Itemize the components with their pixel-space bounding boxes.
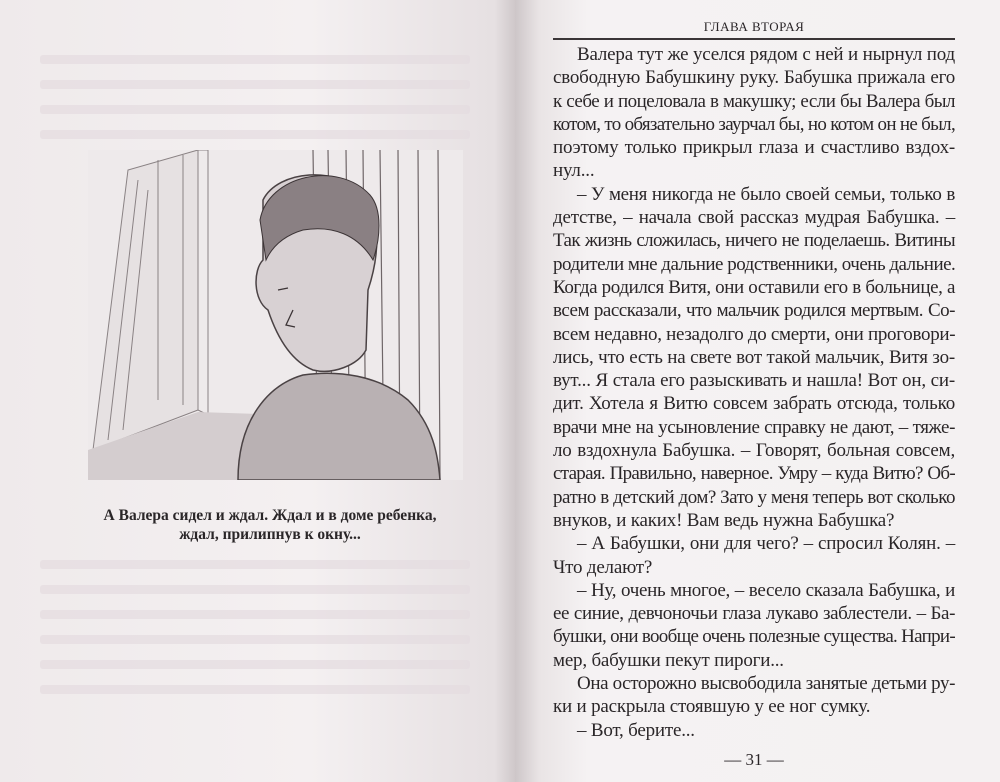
- text-line: всем рассказали, что мальчик родился мертвым. Со-: [553, 300, 955, 322]
- text-line: ло вздохнула Бабушка. – Говорят, больная совсем,: [553, 440, 955, 462]
- text-line: ратно в детский дом? Зато у меня теперь вот сколько: [553, 486, 955, 508]
- text-line: лись, что есть на свете вот такой мальчик, Витя зо-: [553, 346, 955, 368]
- text-line: – Вот, берите...: [577, 719, 695, 741]
- text-line: нул...: [553, 160, 595, 182]
- text-line: врачи мне на усыновление справку не дают, – тяже-: [553, 416, 955, 438]
- illustration-boy-at-window: [88, 150, 463, 480]
- header-rule: [553, 38, 955, 40]
- text-line: котом, то обязательно заурчал бы, но котом он не был,: [553, 113, 955, 135]
- text-line: – А Бабушки, они для чего? – спросил Колян. –: [577, 533, 955, 555]
- text-line: бушки, они вообще очень полезные существа. Напри-: [553, 626, 956, 648]
- text-line: родители мне дальние родственники, очень дальние.: [553, 253, 956, 275]
- bleed-through-line: [40, 585, 470, 594]
- text-line: – Ну, очень многое, – весело сказала Бабушка, и: [577, 579, 955, 601]
- text-line: к себе и поцеловала в макушку; если бы Валера был: [553, 90, 955, 112]
- text-line: Так жизнь сложилась, ничего не поделаешь. Витины: [553, 230, 955, 252]
- text-line: ки и раскрыла стоявшую у ее ног сумку.: [553, 696, 871, 718]
- text-line: поэтому только прикрыл глаза и счастливо вздох-: [553, 137, 955, 159]
- caption-line: ждал, прилипнув к окну...: [179, 526, 361, 543]
- bleed-through-line: [40, 80, 470, 89]
- page-number: — 31 —: [724, 750, 784, 769]
- bleed-through-line: [40, 660, 470, 669]
- text-line: ее синие, девчоночьи глаза лукаво заблестели. – Ба-: [553, 603, 955, 625]
- text-line: старая. Правильно, наверное. Умру – куда Витю? Об-: [553, 463, 955, 485]
- bleed-through-line: [40, 560, 470, 569]
- text-line: всем недавно, незадолго до смерти, они проговори-: [553, 323, 956, 345]
- text-line: Валера тут же уселся рядом с ней и нырнул под: [577, 44, 955, 65]
- text-line: внуков, и каких! Вам ведь нужна Бабушка?: [553, 509, 895, 531]
- text-line: свободную Бабушкину руку. Бабушка прижала его: [553, 67, 955, 89]
- text-line: Она осторожно высвободила занятые детьми ру-: [577, 673, 955, 695]
- bleed-through-line: [40, 685, 470, 694]
- bleed-through-line: [40, 130, 470, 139]
- bleed-through-line: [40, 635, 470, 644]
- bleed-through-line: [40, 55, 470, 64]
- bleed-through-line: [40, 610, 470, 619]
- text-line: дит. Хотела я Витю совсем забрать отсюда, только: [553, 393, 955, 415]
- text-line: Когда родился Витя, они оставили его в больнице, а: [553, 276, 955, 298]
- illustration-caption: [60, 506, 480, 544]
- bleed-through-line: [40, 105, 470, 114]
- text-line: детстве, – начала свой рассказ мудрая Бабушка. –: [553, 207, 955, 229]
- text-line: – У меня никогда не было своей семьи, только в: [577, 183, 955, 205]
- body-text: [553, 43, 955, 742]
- text-line: мер, бабушки пекут пироги...: [553, 649, 784, 671]
- running-header: ГЛАВА ВТОРАЯ: [703, 19, 805, 34]
- caption-line: А Валера сидел и ждал. Ждал и в доме ребенка,: [103, 507, 437, 524]
- text-line: Что делают?: [553, 556, 653, 578]
- text-line: вут... Я стала его разыскивать и нашла! Вот он, си-: [553, 370, 955, 392]
